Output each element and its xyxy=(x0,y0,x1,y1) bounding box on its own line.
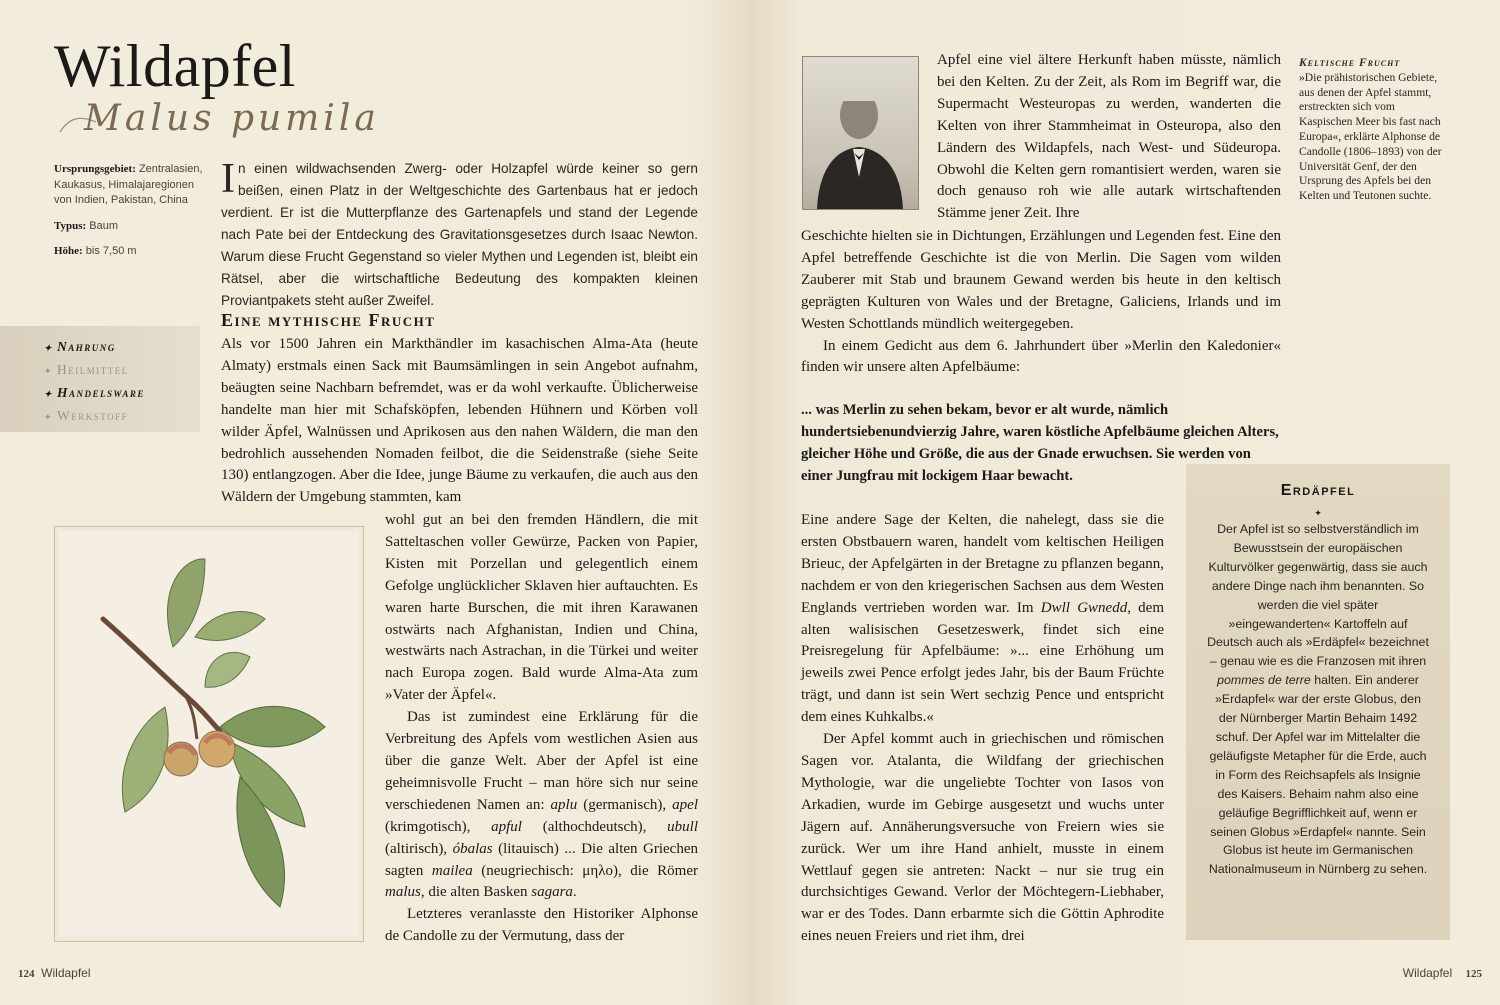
running-title: Wildapfel xyxy=(1402,966,1453,980)
diamond-icon: ✦ xyxy=(1314,508,1322,518)
body-column-right-top xyxy=(937,50,1281,225)
body-column-right-bottom xyxy=(801,510,1164,948)
body-column-right-middle xyxy=(801,226,1281,379)
folio-left xyxy=(18,966,91,980)
apple-illustration xyxy=(54,526,364,942)
paragraph-saga: Eine andere Sage der Kelten, die nahelegt, dass sie die ersten Obstbauern waren, handelt vom keltischen Heiligen Brieuc, der Apfelgärten in der Bretagne zu pflanzen begann, nachdem er von den kriegerischen Sachsen aus dem Westen Englands vertrieben worden war. Im Dwll Gwnedd, dem alten walisischen Gesetzeswerk, findet sich eine Preisregelung für Apfelbäume: »... eine Erhöhung um jeweils zwei Pence erfolgt jedes Jahr, bis der Baum Früchte trägt, und dann ist sein Wert sechzig Pence und entspricht dem eines Kuhkalbs.« xyxy=(801,512,1165,726)
folio-right xyxy=(1403,966,1482,980)
body-column-left-top xyxy=(221,334,698,509)
paragraph-names: Das ist zumindest eine Erklärung für die Verbreitung des Apfels vom westlichen Asien aus über die ganze Welt. Aber der Apfel ist eine geheimnisvolle Frucht – man höre sich nur seine verschiedenen Namen an: aplu (germanisch), apel (krimgotisch), apful (althochdeutsch), ubull (altirisch), óbalas (litauisch) ... Die alten Griechen sagten mailea (neugriechisch: μηλο), die Römer malus, die alten Basken sagara. xyxy=(385,709,698,901)
diamond-icon: ✦ xyxy=(44,343,54,353)
apple-branch-illustration xyxy=(55,527,363,941)
height-value: bis 7,50 m xyxy=(85,245,137,257)
type-label: Typus: xyxy=(54,219,87,232)
page-number: 125 xyxy=(1465,968,1482,980)
use-item-werkstoff: ✦ Werkstoff xyxy=(44,408,129,423)
margin-note xyxy=(1299,56,1449,204)
type-value: Baum xyxy=(89,219,119,232)
portrait-illustration xyxy=(803,57,918,209)
sidebar-box xyxy=(1186,464,1450,940)
margin-note-text: »Die prähistorischen Gebiete, aus denen der Apfel stammt, erstreckten sich vom Kaspischen Meer bis fast nach Europa«, erklärte Alphonse de Candolle (1806–1893) von der Universität Genf, der den Ursprung des Apfels bei den Kelten und Teutonen suchte. xyxy=(1299,70,1442,203)
use-item-nahrung: ✦ Nahrung xyxy=(44,339,116,354)
intro-text: n einen wildwachsenden Zwerg- oder Holzapfel würde keiner so gern beißen, einen Platz in der Weltgeschichte des Gartenbaus hat er jedoch verdient. Er ist die Mutterpflanze des Gartenapfels und stand der Legende nach Pate bei der Entdeckung des Gravitationsgesetzes durch Isaac Newton. Warum diese Frucht Gegenstand so vieler Mythen und Legenden ist, bleibt ein Rätsel, aber die wirtschaftliche Bedeutung des kompakten kleinen Proviantpakets steht außer Zweifel. xyxy=(221,161,698,308)
origin-value: Zentralasien, Kaukasus, Himalajaregionen von Indien, Pakistan, China xyxy=(54,163,203,206)
body-column-left-bottom xyxy=(385,510,698,948)
paragraph: Als vor 1500 Jahren ein Markthändler im kasachischen Alma-Ata (heute Almaty) erstmals einen Sack mit Baumsämlingen in sein Angebot aufnahm, beäugten seine Nachbarn befremdet, was er da wohl verkaufte. Üblicherweise handelte man hier mit Schafsköpfen, lebenden Hühnern und Körben voll wilder Äpfel, Walnüssen und Aprikosen aus den nahen Wäldern, die man den bedrohlich aussehenden Nomaden feilbot, die die Seidenstraße (siehe Seite 130) entlangzogen. Aber die Idee, junge Bäume zu verkaufen, die auch aus den Wäldern der Umgebung stammten, kam xyxy=(221,336,698,506)
height-label: Höhe: xyxy=(54,245,83,257)
use-item-heilmittel: ✦ Heilmittel xyxy=(44,362,129,377)
use-item-handelsware: ✦ Handelsware xyxy=(44,385,145,400)
portrait-photo xyxy=(802,56,919,210)
diamond-icon: ✦ xyxy=(44,389,54,399)
drop-initial: I xyxy=(221,156,235,202)
section-heading: Eine mythische Frucht xyxy=(221,310,436,330)
page-title: Wildapfel xyxy=(54,33,296,99)
paragraph: wohl gut an bei den fremden Händlern, die mit Satteltaschen voller Gewürze, Packen von Papier, Kisten mit Porzellan und gelegentlich einem Gefolge unglücklicher Sklaven hier auftauchten. Es waren harte Burschen, die mit ihren Karawanen ostwärts nach Afghanistan, Indien und China, westwärts nach Astrachan, in die Türkei und weiter nach Europa zogen. Bald wurde Alma-Ata zum »Vater der Äpfel«. xyxy=(385,512,698,704)
merlin-quote: ... was Merlin zu sehen bekam, bevor er alt wurde, nämlich hundertsiebenundvierzig Jahre, waren köstliche Apfelbäume gleichen Alters, gleicher Höhe und Größe, die aus der Gnade erwuchsen. Sie werden von einer Jungfrau mit lockigem Haar bewacht. xyxy=(801,402,1279,484)
paragraph: Der Apfel kommt auch in griechischen und römischen Sagen vor. Atalanta, die Wildfang der griechischen Mythologie, war die ungeliebte Tochter von Iasos von Arkadien, wurde im Gebirge ausgesetzt und wuchs unter Jägern auf. Annäherungsversuche von Freiern wies sie zurück. Wer um ihre Hand anhielt, musste in einem Wettlauf gegen sie antreten: Nackt – nur sie trug ein durchsichtiges Gewand. Verlor der Möchtegern-Liebhaber, war er des Todes. Dann erbarmte sich die Göttin Aphrodite eines neuen Freiers und riet ihm, drei xyxy=(801,731,1164,945)
diamond-icon: ✦ xyxy=(44,412,54,422)
paragraph: Geschichte hielten sie in Dichtungen, Erzählungen und Legenden fest. Eine den Apfel betreffende Geschichte ist die von Merlin. Die Sagen vom wilden Zauberer mit Stab und braunem Gewand werden bis heute in den keltisch geprägten Kulturen von Wales und der Bretagne, Galiciens, Irlands und im Westen Schottlands mündlich weitergegeben. xyxy=(801,228,1281,332)
diamond-icon: ✦ xyxy=(44,366,54,376)
paragraph: Letzteres veranlasste den Historiker Alphonse de Candolle zu der Vermutung, dass der xyxy=(385,906,698,945)
page-number: 124 xyxy=(18,968,35,980)
intro-paragraph xyxy=(221,158,698,312)
running-title: Wildapfel xyxy=(41,966,91,980)
margin-note-heading: Keltische Frucht xyxy=(1299,57,1401,69)
paragraph: In einem Gedicht aus dem 6. Jahrhundert über »Merlin den Kaledonier« finden wir unsere alten Apfelbäume: xyxy=(801,337,1281,376)
plant-facts xyxy=(54,162,204,270)
latin-name: Malus pumila xyxy=(84,98,380,139)
box-heading: Erdäpfel xyxy=(1280,482,1356,499)
paragraph: Apfel eine viel ältere Herkunft haben müsste, nämlich bei den Kelten. Zu der Zeit, als Rom im Begriff war, die Supermacht Westeuropas zu werden, wanderten die Kelten von ihrer Stammheimat in Osteuropa, also den Ländern des Wildapfels, nach West- und Südeuropa. Obwohl die Kelten gern romantisiert werden, waren sie doch genauso roh wie alle autark wirtschaftenden Stämme jener Zeit. Ihre xyxy=(937,52,1281,222)
origin-label: Ursprungsgebiet: xyxy=(54,163,136,175)
box-text: Der Apfel ist so selbstverständlich im Bewusstsein der europäischen Kulturvölker gegenwärtig, dass sie auch andere Dinge nach ihm benannten. So werden die viel später »eingewanderten« Kartoffeln auf Deutsch auch als »Erdäpfel« bezeichnet – genau wie es die Franzosen mit ihren pommes de terre halten. Ein anderer »Erdapfel« war der erste Globus, den der Nürnberger Martin Behaim 1492 schuf. Der Apfel war im Mittelalter die geläufigste Metapher für die Erde, auch in Form des Reichsapfels als Insignie des Kaisers. Behaim nahm also eine geläufige Begrifflichkeit auf, wenn er seinen Globus »Erdapfel« nannte. Sein Globus ist heute im Germanischen Nationalmuseum in Nürnberg zu sehen. xyxy=(1207,522,1429,877)
uses-sidebar xyxy=(0,326,200,432)
